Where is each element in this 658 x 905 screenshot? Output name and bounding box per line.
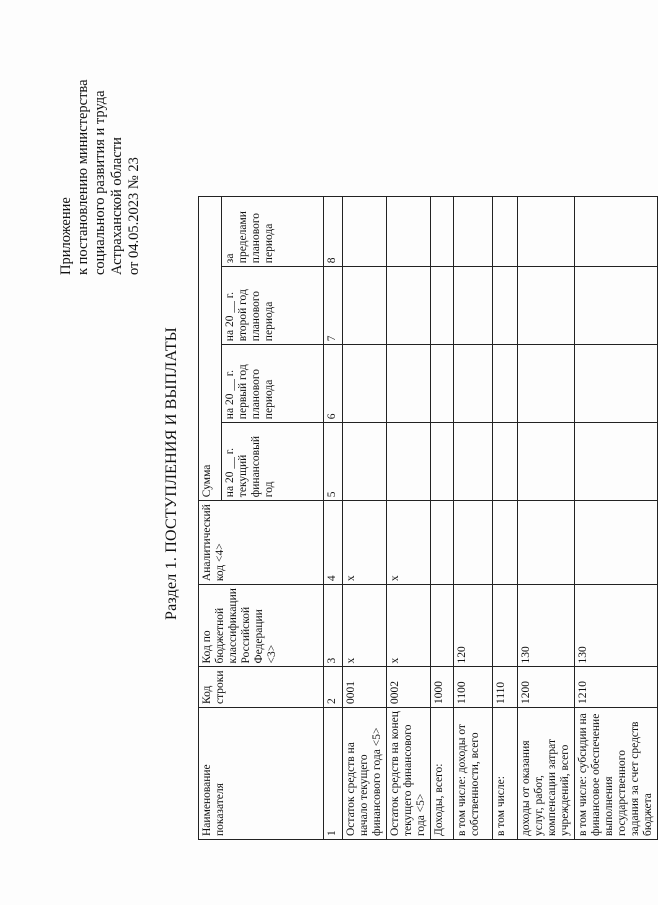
row-budget-code: x xyxy=(343,585,387,667)
row-budget-code: 130 xyxy=(518,585,575,667)
appendix-block xyxy=(58,15,143,275)
row-sum-cell xyxy=(493,197,518,267)
table-row xyxy=(493,197,518,840)
col-number: 8 xyxy=(324,197,343,267)
row-sum-cell xyxy=(575,423,658,501)
row-name: в том числе: xyxy=(493,708,518,840)
row-code: 0002 xyxy=(387,667,431,708)
header-sum: Сумма xyxy=(199,197,222,501)
row-sum-cell xyxy=(343,423,387,501)
row-sum-cell xyxy=(431,267,454,345)
row-sum-cell xyxy=(454,267,493,345)
row-sum-cell xyxy=(343,197,387,267)
row-sum-cell xyxy=(387,423,431,501)
appendix-line: Астраханской области xyxy=(109,137,125,275)
row-code: 1100 xyxy=(454,667,493,708)
row-sum-cell xyxy=(431,197,454,267)
row-sum-cell xyxy=(575,197,658,267)
row-budget-code: 120 xyxy=(454,585,493,667)
header-sum-beyond: за пределами планового периода xyxy=(222,197,324,267)
row-sum-cell xyxy=(387,197,431,267)
row-budget-code xyxy=(431,585,454,667)
row-sum-cell xyxy=(454,423,493,501)
row-code: 0001 xyxy=(343,667,387,708)
col-number: 4 xyxy=(324,501,343,585)
header-sum-first: на 20 __ г. первый год планового периода xyxy=(222,345,324,423)
table-row xyxy=(343,197,387,840)
appendix-line: от 04.05.2023 № 23 xyxy=(126,157,142,275)
row-sum-cell xyxy=(454,345,493,423)
row-name: Остаток средств на конец текущего финансового года <5> xyxy=(387,708,431,840)
row-sum-cell xyxy=(431,423,454,501)
row-budget-code: x xyxy=(387,585,431,667)
row-name: в том числе: субсидии на финансовое обеспечение выполнения государственного задания за счет средств бюджета xyxy=(575,708,658,840)
section-title: Раздел 1. ПОСТУПЛЕНИЯ И ВЫПЛАТЫ xyxy=(163,327,180,620)
row-sum-cell xyxy=(575,345,658,423)
header-budget-code: Код по бюджетной классификации Российской Федерации <3> xyxy=(199,585,324,667)
row-analytic-code xyxy=(518,501,575,585)
row-analytic-code: x xyxy=(343,501,387,585)
row-sum-cell xyxy=(518,267,575,345)
row-sum-cell xyxy=(454,197,493,267)
row-sum-cell xyxy=(493,423,518,501)
row-analytic-code: x xyxy=(387,501,431,585)
row-code: 1210 xyxy=(575,667,658,708)
row-sum-cell xyxy=(518,423,575,501)
row-sum-cell xyxy=(518,345,575,423)
col-number: 2 xyxy=(324,667,343,708)
col-number: 7 xyxy=(324,267,343,345)
row-budget-code: 130 xyxy=(575,585,658,667)
appendix-line: социального развития и труда xyxy=(92,90,108,275)
row-name: Доходы, всего: xyxy=(431,708,454,840)
row-sum-cell xyxy=(387,267,431,345)
row-sum-cell xyxy=(387,345,431,423)
row-analytic-code xyxy=(454,501,493,585)
row-analytic-code xyxy=(493,501,518,585)
header-sum-current: на 20 __ г. текущий финансовый год xyxy=(222,423,324,501)
row-sum-cell xyxy=(431,345,454,423)
appendix-line: Приложение xyxy=(58,197,74,275)
table-row xyxy=(387,197,431,840)
col-number: 1 xyxy=(324,708,343,840)
row-code: 1110 xyxy=(493,667,518,708)
row-code: 1000 xyxy=(431,667,454,708)
row-name: доходы от оказания услуг, работ, компенсации затрат учреждений, всего xyxy=(518,708,575,840)
col-number: 5 xyxy=(324,423,343,501)
row-sum-cell xyxy=(493,345,518,423)
row-name: Остаток средств на начало текущего финансового года <5> xyxy=(343,708,387,840)
column-number-row xyxy=(324,197,343,840)
table-row xyxy=(454,197,493,840)
appendix-line: к постановлению министерства xyxy=(75,79,91,275)
table-row xyxy=(431,197,454,840)
row-sum-cell xyxy=(493,267,518,345)
header-sum-second: на 20 __ г. второй год планового периода xyxy=(222,267,324,345)
receipts-payments-table xyxy=(198,196,658,840)
row-code: 1200 xyxy=(518,667,575,708)
header-name: Наименование показателя xyxy=(199,708,324,840)
row-sum-cell xyxy=(343,267,387,345)
col-number: 3 xyxy=(324,585,343,667)
row-budget-code xyxy=(493,585,518,667)
row-analytic-code xyxy=(431,501,454,585)
col-number: 6 xyxy=(324,345,343,423)
row-analytic-code xyxy=(575,501,658,585)
row-sum-cell xyxy=(518,197,575,267)
row-sum-cell xyxy=(575,267,658,345)
header-code: Код строки xyxy=(199,667,324,708)
row-sum-cell xyxy=(343,345,387,423)
table-row xyxy=(518,197,575,840)
table-row xyxy=(575,197,658,840)
header-analytic-code: Аналитический код <4> xyxy=(199,501,324,585)
row-name: в том числе: доходы от собственности, всего xyxy=(454,708,493,840)
